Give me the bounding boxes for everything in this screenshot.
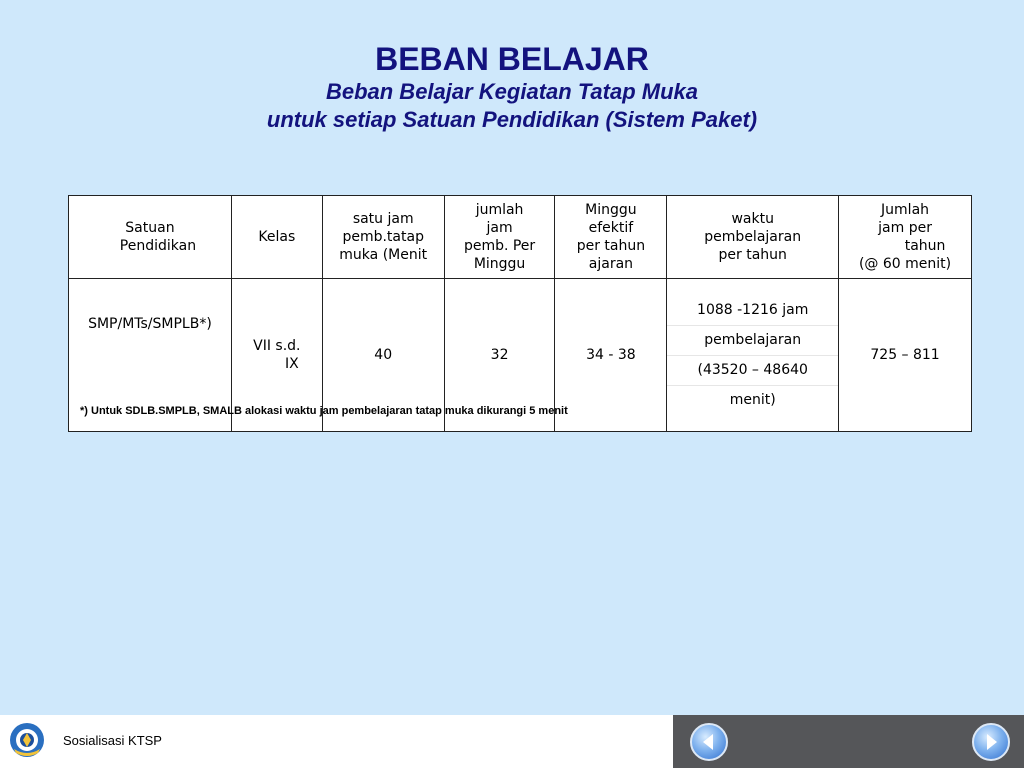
footer-label: Sosialisasi KTSP — [63, 733, 162, 748]
header-satu-jam-line3: muka (Menit — [339, 247, 428, 263]
arrow-right-icon — [974, 725, 1008, 759]
header-minggu-efektif — [555, 196, 667, 279]
beban-belajar-table — [68, 195, 972, 432]
header-jpt-line3: tahun — [904, 238, 946, 254]
cell-jumlah-per-tahun: 725 – 811 — [839, 279, 972, 432]
header-jumlah-jam-line4: Minggu — [473, 256, 526, 272]
header-waktu-line2: pembelajaran — [704, 229, 802, 245]
header-satu-jam-line1: satu jam — [352, 211, 414, 227]
header-jumlah-jam-line1: jumlah — [475, 202, 524, 218]
header-satu-jam — [322, 196, 444, 279]
cell-kelas-line2: IX — [284, 356, 299, 372]
header-waktu — [667, 196, 839, 279]
arrow-left-icon — [692, 725, 726, 759]
title-block — [0, 40, 1024, 134]
cell-waktu-line1: 1088 -1216 jam — [667, 296, 838, 326]
header-waktu-line3: per tahun — [718, 247, 787, 263]
header-jpt-line2: jam per — [878, 220, 932, 236]
header-satu-jam-line2: pemb.tatap — [342, 229, 424, 245]
header-minggu-line2: efektif — [588, 220, 634, 236]
tut-wuri-handayani-logo-icon — [8, 721, 46, 759]
cell-jumlah-jam: 32 — [444, 279, 555, 432]
header-minggu-line4: ajaran — [588, 256, 634, 272]
slide-subtitle-1: Beban Belajar Kegiatan Tatap Muka — [325, 79, 699, 104]
header-jumlah-jam-line3: pemb. Per — [463, 238, 536, 254]
slide-subtitle-2: untuk setiap Satuan Pendidikan (Sistem Paket) — [266, 107, 758, 132]
cell-waktu-line3: (43520 – 48640 — [667, 356, 838, 386]
header-satuan-line2: Pendidikan — [119, 238, 197, 254]
prev-slide-button[interactable] — [690, 723, 728, 761]
header-jpt-line4: (@ 60 menit) — [858, 256, 952, 272]
slide-title: BEBAN BELAJAR — [375, 41, 649, 77]
header-jumlah-per-tahun — [839, 196, 972, 279]
header-minggu-line3: per tahun — [576, 238, 646, 254]
header-waktu-line1: waktu — [731, 211, 774, 227]
cell-waktu-line2: pembelajaran — [667, 326, 838, 356]
table-header-row — [69, 196, 972, 279]
cell-waktu — [667, 279, 839, 432]
header-satuan — [69, 196, 232, 279]
header-kelas: Kelas — [231, 196, 322, 279]
cell-waktu-line4: menit) — [729, 391, 776, 408]
header-jpt-line1: Jumlah — [881, 202, 930, 218]
cell-kelas-line1: VII s.d. — [253, 338, 301, 354]
next-slide-button[interactable] — [972, 723, 1010, 761]
header-jumlah-jam-line2: jam — [486, 220, 513, 236]
header-satuan-line1: Satuan — [125, 220, 175, 236]
header-minggu-line1: Minggu — [585, 202, 637, 218]
cell-satuan-text: SMP/MTs/SMPLB*) — [88, 316, 212, 332]
header-jumlah-jam — [444, 196, 555, 279]
cell-satu-jam: 40 — [322, 279, 444, 432]
footnote: *) Untuk SDLB.SMPLB, SMALB alokasi waktu jam pembelajaran tatap muka dikurangi 5 menit — [80, 405, 568, 417]
cell-minggu: 34 - 38 — [555, 279, 667, 432]
